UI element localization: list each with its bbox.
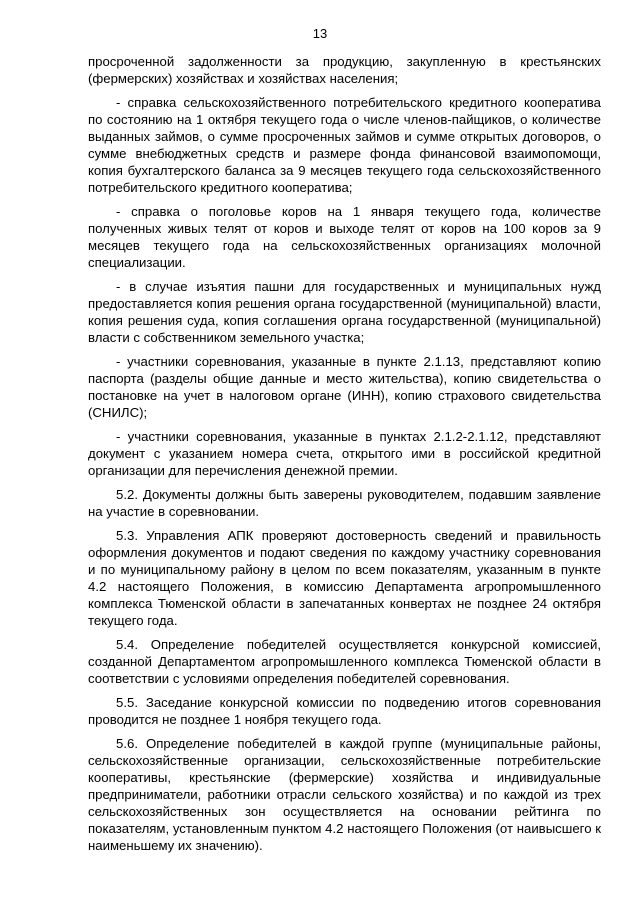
paragraph-5-4: 5.4. Определение победителей осуществляется конкурсной комиссией, созданной Департаментом агропромышленного комплекса Тюменской области в соответствии с условиями определения победителей соревнования.	[88, 637, 601, 686]
paragraph-land-seizure: - в случае изъятия пашни для государственных и муниципальных нужд предоставляется копия решения органа государственной (муниципальной) власти, копия решения суда, копия соглашения органа государственной (муниципальной) власти с собственником земельного участка;	[88, 279, 601, 345]
paragraph-participants-2-1-2: - участники соревнования, указанные в пунктах 2.1.2-2.1.12, представляют документ с указанием номера счета, открытого ими в российской кредитной организации для перечисления денежной премии.	[88, 429, 601, 478]
paragraph-cow-livestock-certificate: - справка о поголовье коров на 1 января текущего года, количестве полученных живых телят от коров и выходе телят от коров на 100 коров за 9 месяцев текущего года на сельскохозяйственных организациях молочной специализации.	[88, 204, 601, 270]
paragraph-5-2: 5.2. Документы должны быть заверены руководителем, подавшим заявление на участие в соревновании.	[88, 487, 601, 519]
paragraph-credit-coop-certificate: - справка сельскохозяйственного потребительского кредитного кооператива по состоянию на 1 октября текущего года о числе членов-пайщиков, о количестве выданных займов, о сумме просроченных займов и сумме открытых договоров, о сумме внебюджетных средств и размере фонда финансовой взаимопомощи, копия бухгалтерского баланса за 9 месяцев текущего года сельскохозяйственного потребительского кредитного кооператива;	[88, 95, 601, 195]
paragraph-participants-2-1-13: - участники соревнования, указанные в пункте 2.1.13, представляют копию паспорта (разделы общие данные и место жительства), копию свидетельства о постановке на учет в налоговом органе (ИНН), копию страхового свидетельства (СНИЛС);	[88, 354, 601, 420]
paragraph-5-3: 5.3. Управления АПК проверяют достоверность сведений и правильность оформления документов и подают сведения по каждому участнику соревнования и по муниципальному району в целом по всем показателям, указанным в пункте 4.2 настоящего Положения, в комиссию Департамента агропромышленного комплекса Тюменской области в запечатанных конвертах не позднее 24 октября текущего года.	[88, 528, 601, 628]
page-number: 13	[312, 26, 328, 41]
paragraph-continuation: просроченной задолженности за продукцию, закупленную в крестьянских (фермерских) хозяйствах и хозяйствах населения;	[88, 54, 601, 86]
paragraph-5-5: 5.5. Заседание конкурсной комиссии по подведению итогов соревнования проводится не позднее 1 ноября текущего года.	[88, 695, 601, 727]
document-body	[88, 53, 601, 861]
paragraph-5-6: 5.6. Определение победителей в каждой группе (муниципальные районы, сельскохозяйственные организации, сельскохозяйственные потребительские кооперативы, крестьянские (фермерские) хозяйства и индивидуальные предприниматели, работники отрасли сельского хозяйства) и по каждой из трех сельскохозяйственных зон осуществляется на основании рейтинга по показателям, установленным пунктом 4.2 настоящего Положения (от наивысшего к наименьшему их значению).	[88, 736, 601, 853]
